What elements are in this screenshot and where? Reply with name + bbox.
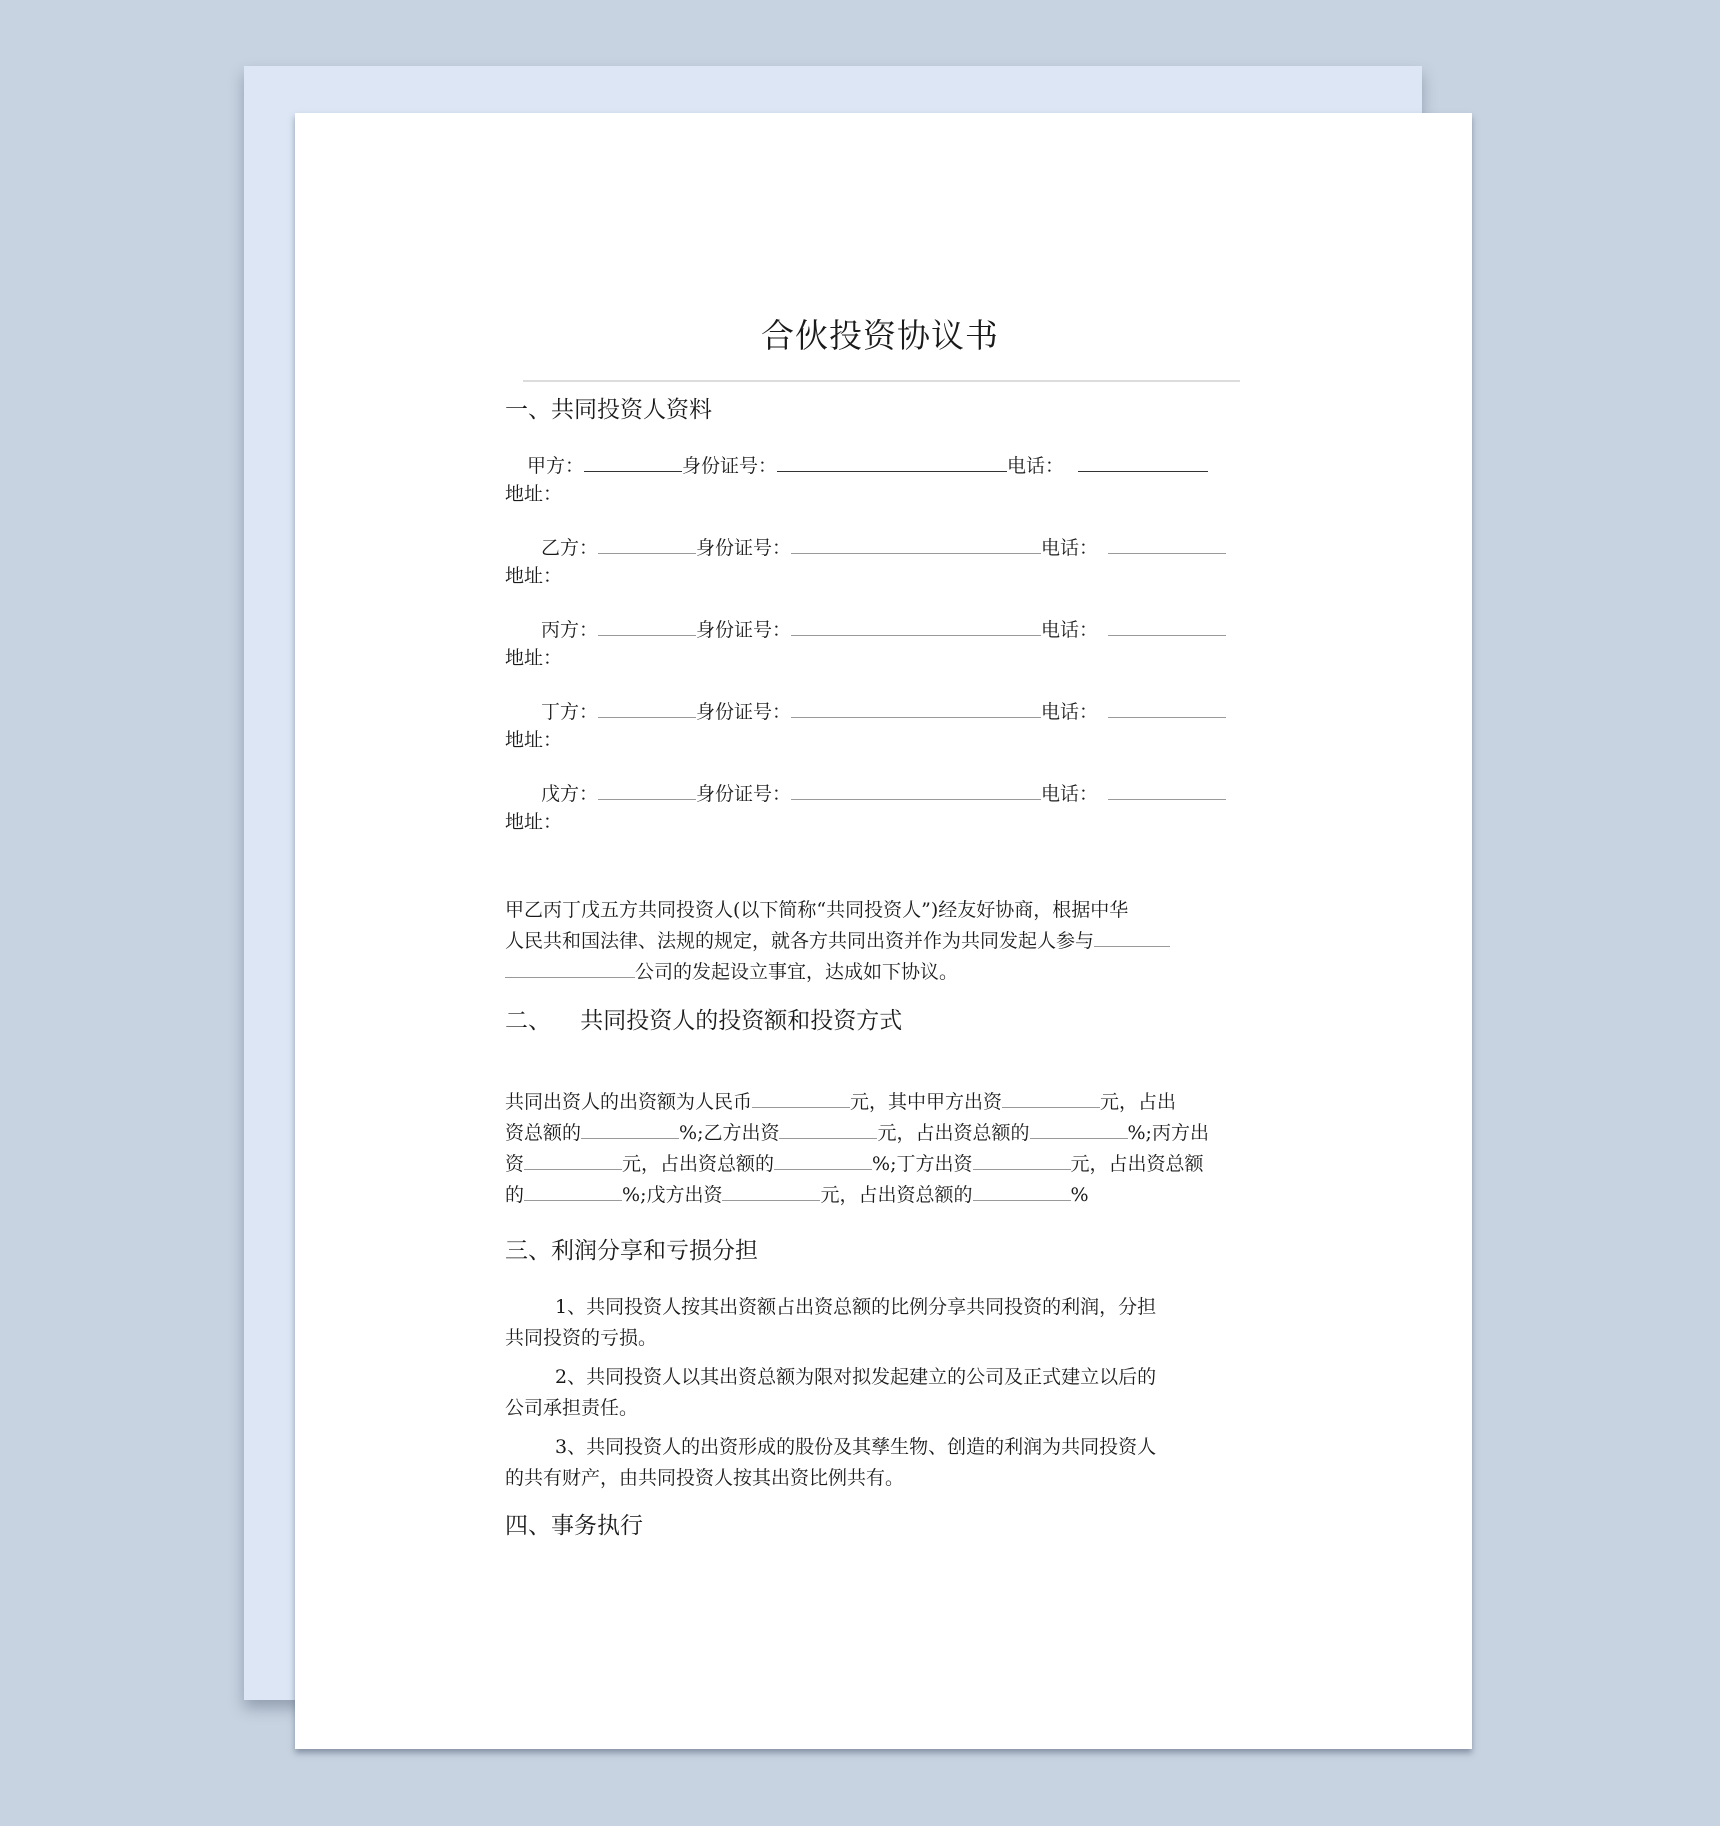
preamble-text: 人民共和国法律、法规的规定，就各方共同出资并作为共同发起人参与: [505, 930, 1095, 952]
id-number-field[interactable]: [777, 453, 1007, 472]
investment-line-4: [505, 1182, 1089, 1208]
phone-label: 电话：: [1041, 701, 1099, 723]
party-row-jia: [505, 453, 1208, 479]
section-4-heading: 四、事务执行: [505, 1513, 643, 1539]
party-label: 甲方：: [527, 455, 585, 477]
document-page: [295, 113, 1472, 1749]
address-label: 地址：: [505, 565, 563, 587]
party-row-wu: [505, 781, 1226, 807]
party-row-yi: [505, 535, 1226, 561]
party-name-field[interactable]: [598, 535, 696, 554]
address-row-bing: [505, 645, 562, 671]
phone-label: 电话：: [1041, 619, 1099, 641]
ding-percent-field[interactable]: [524, 1182, 622, 1201]
text: %: [1070, 1184, 1089, 1206]
party-row-bing: [505, 617, 1226, 643]
text: 资总额的: [505, 1122, 582, 1144]
wu-amount-field[interactable]: [722, 1182, 820, 1201]
party-label: 丙方：: [541, 619, 599, 641]
address-label: 地址：: [505, 647, 563, 669]
text: 元，占出资总额的: [820, 1184, 973, 1206]
id-number-field[interactable]: [791, 535, 1041, 554]
text: 的: [505, 1184, 525, 1206]
clause-1-line-1: 1、共同投资人按其出资额占出资总额的比例分享共同投资的利润，分担: [555, 1296, 1157, 1318]
address-label: 地址：: [505, 811, 563, 833]
party-row-ding: [505, 699, 1226, 725]
address-row-yi: [505, 563, 562, 589]
phone-field[interactable]: [1108, 699, 1226, 718]
id-label: 身份证号：: [696, 783, 792, 805]
investment-line-2: [505, 1120, 1209, 1146]
yi-amount-field[interactable]: [779, 1120, 877, 1139]
phone-field[interactable]: [1108, 617, 1226, 636]
text: 资: [505, 1153, 525, 1175]
section-3-heading: 三、利润分享和亏损分担: [505, 1238, 758, 1264]
title-divider: [523, 380, 1240, 382]
text: %;丁方出资: [872, 1153, 973, 1175]
jia-percent-field[interactable]: [581, 1120, 679, 1139]
id-label: 身份证号：: [682, 455, 778, 477]
party-name-field[interactable]: [598, 781, 696, 800]
text: 元，占出: [1100, 1091, 1177, 1113]
text: 共同出资人的出资额为人民币: [505, 1091, 753, 1113]
jia-amount-field[interactable]: [1002, 1089, 1100, 1108]
clause-2-line-1: 2、共同投资人以其出资总额为限对拟发起建立的公司及正式建立以后的: [555, 1366, 1157, 1388]
phone-label: 电话：: [1041, 537, 1099, 559]
text: 元，占出资总额的: [622, 1153, 775, 1175]
address-row-jia: [505, 481, 562, 507]
clause-2-line-2: 公司承担责任。: [505, 1397, 639, 1419]
address-row-wu: [505, 809, 562, 835]
yi-percent-field[interactable]: [1030, 1120, 1128, 1139]
clause-3-line-1: 3、共同投资人的出资形成的股份及其孳生物、创造的利润为共同投资人: [555, 1436, 1157, 1458]
document-title: 合伙投资协议书: [761, 316, 999, 355]
party-label: 戊方：: [541, 783, 599, 805]
address-label: 地址：: [505, 729, 563, 751]
party-name-field[interactable]: [598, 699, 696, 718]
party-name-field[interactable]: [598, 617, 696, 636]
bing-percent-field[interactable]: [774, 1151, 872, 1170]
clause-1-line-2: 共同投资的亏损。: [505, 1327, 658, 1349]
clause-3-line-2: 的共有财产，由共同投资人按其出资比例共有。: [505, 1467, 905, 1489]
id-label: 身份证号：: [696, 537, 792, 559]
phone-field[interactable]: [1078, 453, 1208, 472]
preamble-line-1: 甲乙丙丁戊五方共同投资人(以下简称“共同投资人”)经友好协商，根据中华: [505, 899, 1129, 921]
text: 元，占出资总额: [1070, 1153, 1204, 1175]
text: 元，其中甲方出资: [850, 1091, 1003, 1113]
investment-line-1: [505, 1089, 1176, 1115]
address-label: 地址：: [505, 483, 563, 505]
preamble-line-3: [505, 959, 958, 985]
address-row-ding: [505, 727, 562, 753]
id-number-field[interactable]: [791, 781, 1041, 800]
section-1-heading: 一、共同投资人资料: [505, 397, 712, 423]
company-name-field[interactable]: [1094, 928, 1170, 947]
id-number-field[interactable]: [791, 617, 1041, 636]
wu-percent-field[interactable]: [973, 1182, 1071, 1201]
id-label: 身份证号：: [696, 619, 792, 641]
bing-amount-field[interactable]: [524, 1151, 622, 1170]
phone-label: 电话：: [1007, 455, 1065, 477]
text: %;戊方出资: [622, 1184, 723, 1206]
party-name-field[interactable]: [584, 453, 682, 472]
id-label: 身份证号：: [696, 701, 792, 723]
id-number-field[interactable]: [791, 699, 1041, 718]
preamble-text: 公司的发起设立事宜，达成如下协议。: [635, 961, 959, 983]
text: 元，占出资总额的: [877, 1122, 1030, 1144]
text: %;丙方出: [1127, 1122, 1209, 1144]
total-amount-field[interactable]: [752, 1089, 850, 1108]
preamble-line-2: [505, 928, 1170, 954]
phone-field[interactable]: [1108, 781, 1226, 800]
phone-label: 电话：: [1041, 783, 1099, 805]
phone-field[interactable]: [1108, 535, 1226, 554]
ding-amount-field[interactable]: [973, 1151, 1071, 1170]
investment-line-3: [505, 1151, 1204, 1177]
text: %;乙方出资: [679, 1122, 780, 1144]
company-name-field-cont[interactable]: [505, 959, 635, 978]
section-2-heading: 二、 共同投资人的投资额和投资方式: [505, 1008, 903, 1034]
party-label: 乙方：: [541, 537, 599, 559]
party-label: 丁方：: [541, 701, 599, 723]
